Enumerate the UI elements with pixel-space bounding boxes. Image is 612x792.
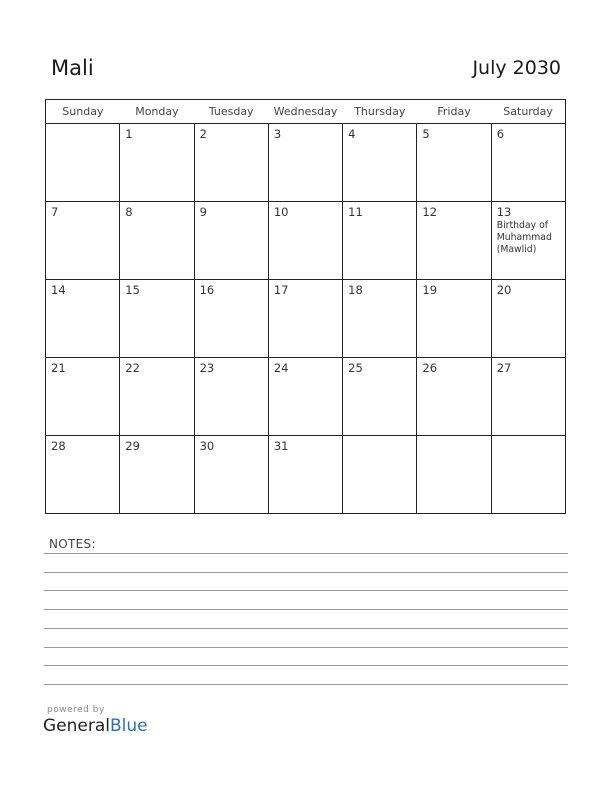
day-cell [343, 202, 417, 280]
day-number: 20 [496, 283, 512, 297]
day-number: 12 [422, 205, 438, 219]
day-number: 31 [273, 439, 289, 453]
day-cell [120, 436, 194, 514]
day-number: 5 [422, 127, 430, 141]
day-cell [46, 358, 120, 436]
week-row [46, 202, 566, 280]
day-number: 18 [348, 283, 363, 297]
day-cell [46, 280, 120, 358]
brand-blue: Blue [110, 716, 148, 736]
month-title: July 2030 [472, 57, 561, 79]
day-number: 3 [273, 127, 282, 141]
day-number: 25 [348, 361, 363, 375]
day-number: 1 [125, 127, 133, 141]
brand-general: General [43, 716, 110, 736]
day-cell [491, 202, 565, 280]
day-cell [268, 124, 342, 202]
day-number: 11 [348, 205, 363, 219]
note-line [44, 609, 568, 610]
day-number: 29 [125, 439, 140, 453]
day-cell [491, 124, 565, 202]
day-number: 13 [496, 205, 512, 219]
day-cell [417, 436, 491, 514]
week-row [46, 436, 566, 514]
day-number: 7 [51, 205, 59, 219]
day-number: 21 [51, 361, 66, 375]
day-number: 2 [199, 127, 207, 141]
day-number: 15 [125, 283, 140, 297]
note-line [44, 684, 568, 685]
day-cell [343, 436, 417, 514]
day-number: 9 [199, 205, 207, 219]
day-number: 17 [273, 283, 289, 297]
note-line [44, 553, 568, 554]
weekday-saturday: Saturday [491, 100, 565, 124]
day-number: 16 [199, 283, 215, 297]
week-row [46, 280, 566, 358]
weekday-friday: Friday [417, 100, 491, 124]
day-cell [120, 280, 194, 358]
week-row [46, 358, 566, 436]
day-cell [417, 202, 491, 280]
day-cell [343, 358, 417, 436]
day-number: 10 [273, 205, 289, 219]
day-number: 14 [51, 283, 66, 297]
day-number: 27 [496, 361, 512, 375]
day-number: 19 [422, 283, 438, 297]
weekday-tuesday: Tuesday [194, 100, 268, 124]
weekday-sunday: Sunday [46, 100, 120, 124]
day-cell [343, 280, 417, 358]
day-cell [46, 436, 120, 514]
weekday-header-row [46, 100, 566, 124]
weekday-wednesday: Wednesday [268, 100, 342, 124]
day-cell [268, 436, 342, 514]
day-cell [46, 202, 120, 280]
day-number: 6 [496, 127, 505, 141]
day-number: 28 [51, 439, 66, 453]
day-number: 22 [125, 361, 140, 375]
day-number: 24 [273, 361, 289, 375]
note-line [44, 590, 568, 591]
day-cell [343, 124, 417, 202]
day-cell [194, 280, 268, 358]
country-title: Mali [51, 56, 94, 80]
note-line [44, 572, 568, 573]
day-cell [194, 202, 268, 280]
day-cell [491, 280, 565, 358]
day-cell [417, 124, 491, 202]
day-cell [491, 436, 565, 514]
day-number: 23 [199, 361, 215, 375]
holiday-event: Birthday of Muhammad (Mawlid) [496, 220, 552, 255]
day-number: 26 [422, 361, 438, 375]
day-cell [268, 202, 342, 280]
day-cell [46, 124, 120, 202]
day-cell [491, 358, 565, 436]
day-cell [120, 358, 194, 436]
calendar-grid [45, 99, 566, 514]
note-line [44, 665, 568, 666]
day-number: 8 [125, 205, 133, 219]
note-line [44, 647, 568, 648]
day-cell [194, 436, 268, 514]
day-cell [194, 124, 268, 202]
day-cell [417, 280, 491, 358]
week-row [46, 124, 566, 202]
day-cell [268, 358, 342, 436]
note-line [44, 628, 568, 629]
day-cell [417, 358, 491, 436]
powered-by-text: powered by [47, 705, 105, 715]
day-number: 30 [199, 439, 215, 453]
day-cell [194, 358, 268, 436]
notes-label: NOTES: [49, 537, 96, 551]
brand-logo [43, 716, 148, 736]
weekday-monday: Monday [120, 100, 194, 124]
day-cell [120, 202, 194, 280]
weekday-thursday: Thursday [343, 100, 417, 124]
day-number: 4 [348, 127, 356, 141]
day-cell [268, 280, 342, 358]
day-cell [120, 124, 194, 202]
